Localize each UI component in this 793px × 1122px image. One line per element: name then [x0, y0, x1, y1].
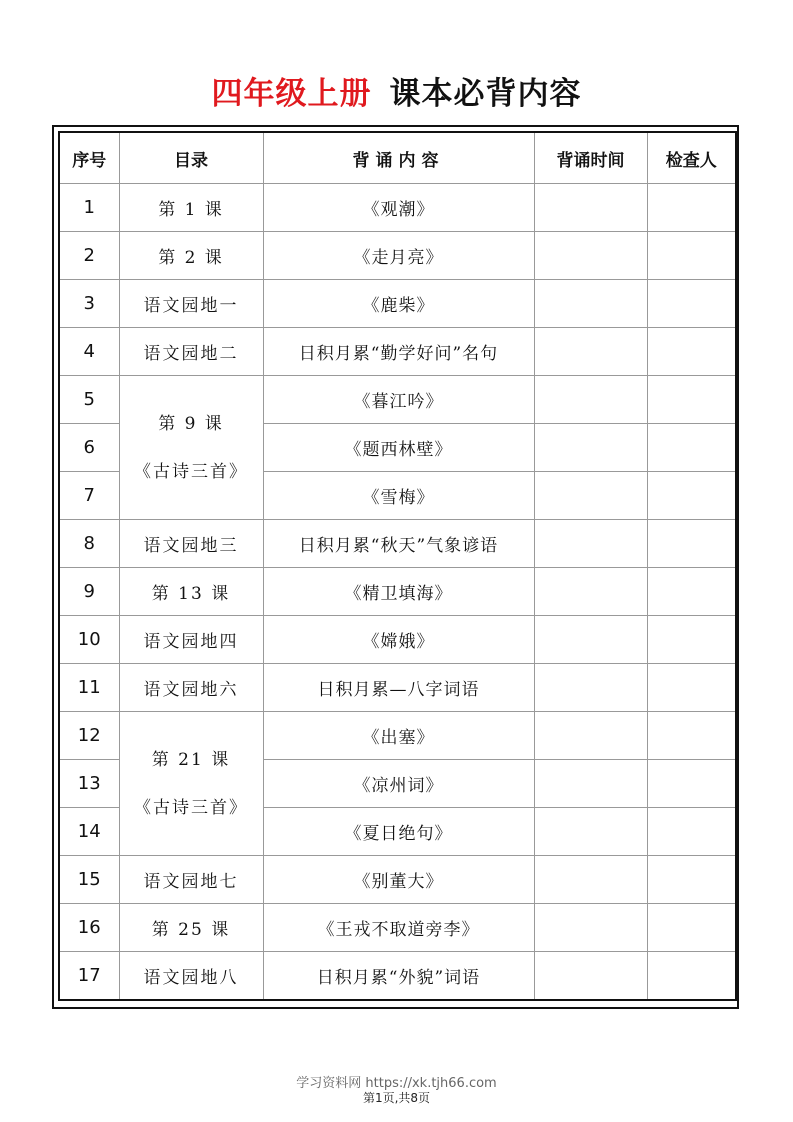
- row-seq: 16: [59, 904, 119, 952]
- row-checker-cell[interactable]: [647, 232, 736, 280]
- row-time-cell[interactable]: [534, 568, 647, 616]
- row-content: 日积月累—八字词语: [263, 664, 534, 712]
- recitation-table: [58, 131, 737, 1001]
- catalog-lesson: 第 9 课: [158, 413, 224, 434]
- row-seq: 14: [59, 808, 119, 856]
- row-content: 《夏日绝句》: [263, 808, 534, 856]
- row-seq: 15: [59, 856, 119, 904]
- header-seq: 序号: [59, 132, 119, 184]
- row-seq: 8: [59, 520, 119, 568]
- row-seq: 12: [59, 712, 119, 760]
- row-content: 《精卫填海》: [263, 568, 534, 616]
- row-time-cell[interactable]: [534, 424, 647, 472]
- table-row: [59, 616, 736, 664]
- title-subject: 课本必背内容: [389, 76, 582, 112]
- row-time-cell[interactable]: [534, 520, 647, 568]
- catalog-subtitle: 《古诗三首》: [134, 461, 248, 482]
- header-checker: 检查人: [647, 132, 736, 184]
- row-checker-cell[interactable]: [647, 328, 736, 376]
- table-row: [59, 856, 736, 904]
- row-content: 《别董大》: [263, 856, 534, 904]
- row-seq: 2: [59, 232, 119, 280]
- table-row: [59, 904, 736, 952]
- row-time-cell[interactable]: [534, 760, 647, 808]
- row-catalog-group: [119, 712, 263, 856]
- row-time-cell[interactable]: [534, 472, 647, 520]
- row-time-cell[interactable]: [534, 712, 647, 760]
- row-seq: 9: [59, 568, 119, 616]
- table-row: [59, 184, 736, 232]
- table-row: [59, 232, 736, 280]
- row-seq: 3: [59, 280, 119, 328]
- table-row: [59, 952, 736, 1001]
- table-row: [59, 568, 736, 616]
- row-time-cell[interactable]: [534, 952, 647, 1001]
- row-catalog: 语文园地四: [119, 616, 263, 664]
- row-content: 日积月累“勤学好问”名句: [263, 328, 534, 376]
- row-catalog: 第 1 课: [119, 184, 263, 232]
- row-content: 《王戎不取道旁李》: [263, 904, 534, 952]
- row-checker-cell[interactable]: [647, 568, 736, 616]
- row-content: 《走月亮》: [263, 232, 534, 280]
- row-content: 《暮江吟》: [263, 376, 534, 424]
- row-catalog: 第 25 课: [119, 904, 263, 952]
- row-content: 《观潮》: [263, 184, 534, 232]
- row-checker-cell[interactable]: [647, 280, 736, 328]
- table-row: [59, 712, 736, 760]
- row-checker-cell[interactable]: [647, 472, 736, 520]
- header-time: 背诵时间: [534, 132, 647, 184]
- catalog-subtitle: 《古诗三首》: [134, 797, 248, 818]
- row-seq: 13: [59, 760, 119, 808]
- row-seq: 5: [59, 376, 119, 424]
- row-checker-cell[interactable]: [647, 712, 736, 760]
- row-catalog: 语文园地三: [119, 520, 263, 568]
- page-title: [0, 68, 793, 113]
- row-checker-cell[interactable]: [647, 760, 736, 808]
- row-checker-cell[interactable]: [647, 856, 736, 904]
- table-row: [59, 280, 736, 328]
- row-seq: 7: [59, 472, 119, 520]
- row-content: 《嫦娥》: [263, 616, 534, 664]
- row-checker-cell[interactable]: [647, 424, 736, 472]
- footer-page-number: 第1页,共8页: [362, 1091, 431, 1105]
- footer-source-link[interactable]: 学习资料网 https://xk.tjh66.com: [296, 1076, 497, 1091]
- row-time-cell[interactable]: [534, 664, 647, 712]
- table-row: [59, 520, 736, 568]
- table-row: [59, 328, 736, 376]
- row-checker-cell[interactable]: [647, 904, 736, 952]
- row-content: 《鹿柴》: [263, 280, 534, 328]
- table-row: [59, 664, 736, 712]
- row-seq: 17: [59, 952, 119, 1001]
- title-grade: 四年级上册: [211, 76, 372, 112]
- row-catalog: 语文园地六: [119, 664, 263, 712]
- row-checker-cell[interactable]: [647, 616, 736, 664]
- row-catalog: 语文园地二: [119, 328, 263, 376]
- catalog-lesson: 第 21 课: [151, 749, 231, 770]
- row-content: 《雪梅》: [263, 472, 534, 520]
- table-row: [59, 376, 736, 424]
- row-catalog: 语文园地一: [119, 280, 263, 328]
- row-time-cell[interactable]: [534, 808, 647, 856]
- row-seq: 4: [59, 328, 119, 376]
- row-content: 日积月累“外貌”词语: [263, 952, 534, 1001]
- row-time-cell[interactable]: [534, 184, 647, 232]
- row-time-cell[interactable]: [534, 376, 647, 424]
- row-checker-cell[interactable]: [647, 376, 736, 424]
- row-catalog: 第 2 课: [119, 232, 263, 280]
- row-checker-cell[interactable]: [647, 664, 736, 712]
- header-content: 背诵内容: [263, 132, 534, 184]
- row-seq: 11: [59, 664, 119, 712]
- row-content: 《出塞》: [263, 712, 534, 760]
- row-time-cell[interactable]: [534, 904, 647, 952]
- row-checker-cell[interactable]: [647, 952, 736, 1001]
- row-content: 《题西林壁》: [263, 424, 534, 472]
- row-time-cell[interactable]: [534, 280, 647, 328]
- header-row: [59, 132, 736, 184]
- row-catalog: 语文园地七: [119, 856, 263, 904]
- row-catalog-group: [119, 376, 263, 520]
- row-time-cell[interactable]: [534, 232, 647, 280]
- row-time-cell[interactable]: [534, 856, 647, 904]
- row-checker-cell[interactable]: [647, 184, 736, 232]
- row-checker-cell[interactable]: [647, 808, 736, 856]
- row-checker-cell[interactable]: [647, 520, 736, 568]
- row-content: 日积月累“秋天”气象谚语: [263, 520, 534, 568]
- header-catalog: 目录: [119, 132, 263, 184]
- row-catalog: 第 13 课: [119, 568, 263, 616]
- row-time-cell[interactable]: [534, 328, 647, 376]
- row-catalog: 语文园地八: [119, 952, 263, 1001]
- row-seq: 10: [59, 616, 119, 664]
- row-time-cell[interactable]: [534, 616, 647, 664]
- row-content: 《凉州词》: [263, 760, 534, 808]
- row-seq: 6: [59, 424, 119, 472]
- row-seq: 1: [59, 184, 119, 232]
